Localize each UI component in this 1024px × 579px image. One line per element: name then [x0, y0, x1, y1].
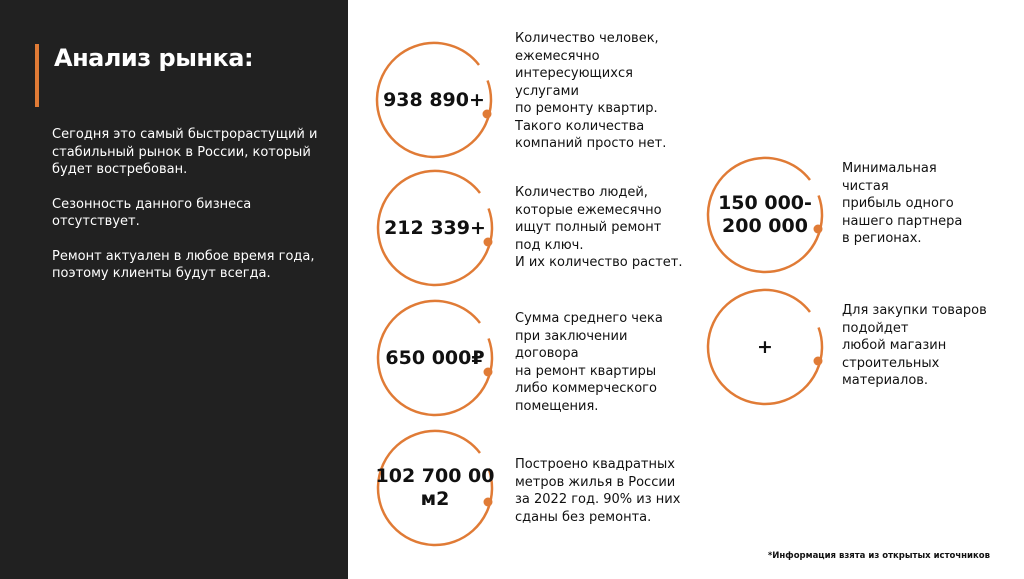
- stat-value: 150 000- 200 000: [718, 192, 812, 237]
- intro-paragraph: Сегодня это самый быстрорастущий и стабильный рынок в России, который будет востребован.: [52, 127, 318, 177]
- intro-text: [52, 126, 337, 300]
- footnote: *Информация взята из открытых источников: [767, 551, 990, 561]
- intro-paragraph: Сезонность данного бизнеса отсутствует.: [52, 196, 252, 229]
- stat-value: 650 000₽: [385, 346, 485, 369]
- stat-value: +: [757, 335, 773, 358]
- title-accent-bar: [35, 44, 39, 107]
- stat-value: 938 890+: [383, 88, 485, 111]
- stat-description: Для закупки товаров подойдет любой магазин строительных материалов.: [842, 303, 987, 388]
- page-title: Анализ рынка:: [54, 44, 254, 72]
- stat-description: Сумма среднего чека при заключении договора на ремонт квартиры либо коммерческого помещения.: [515, 311, 663, 414]
- stat-value: 212 339+: [384, 216, 486, 239]
- intro-paragraph: Ремонт актуален в любое время года, поэтому клиенты будут всегда.: [52, 248, 315, 281]
- stat-description: Количество человек, ежемесячно интересующихся услугами по ремонту квартир. Такого количества компаний просто нет.: [515, 31, 667, 151]
- stat-description: Количество людей, которые ежемесячно ищут полный ремонт под ключ. И их количество растет.: [515, 185, 683, 270]
- stat-value: 102 700 00 м2: [375, 465, 495, 510]
- left-panel: [0, 0, 348, 579]
- stat-description: Построено квадратных метров жилья в России за 2022 год. 90% из них сданы без ремонта.: [515, 457, 681, 525]
- stat-description: Минимальная чистая прибыль одного нашего партнера в регионах.: [842, 161, 963, 246]
